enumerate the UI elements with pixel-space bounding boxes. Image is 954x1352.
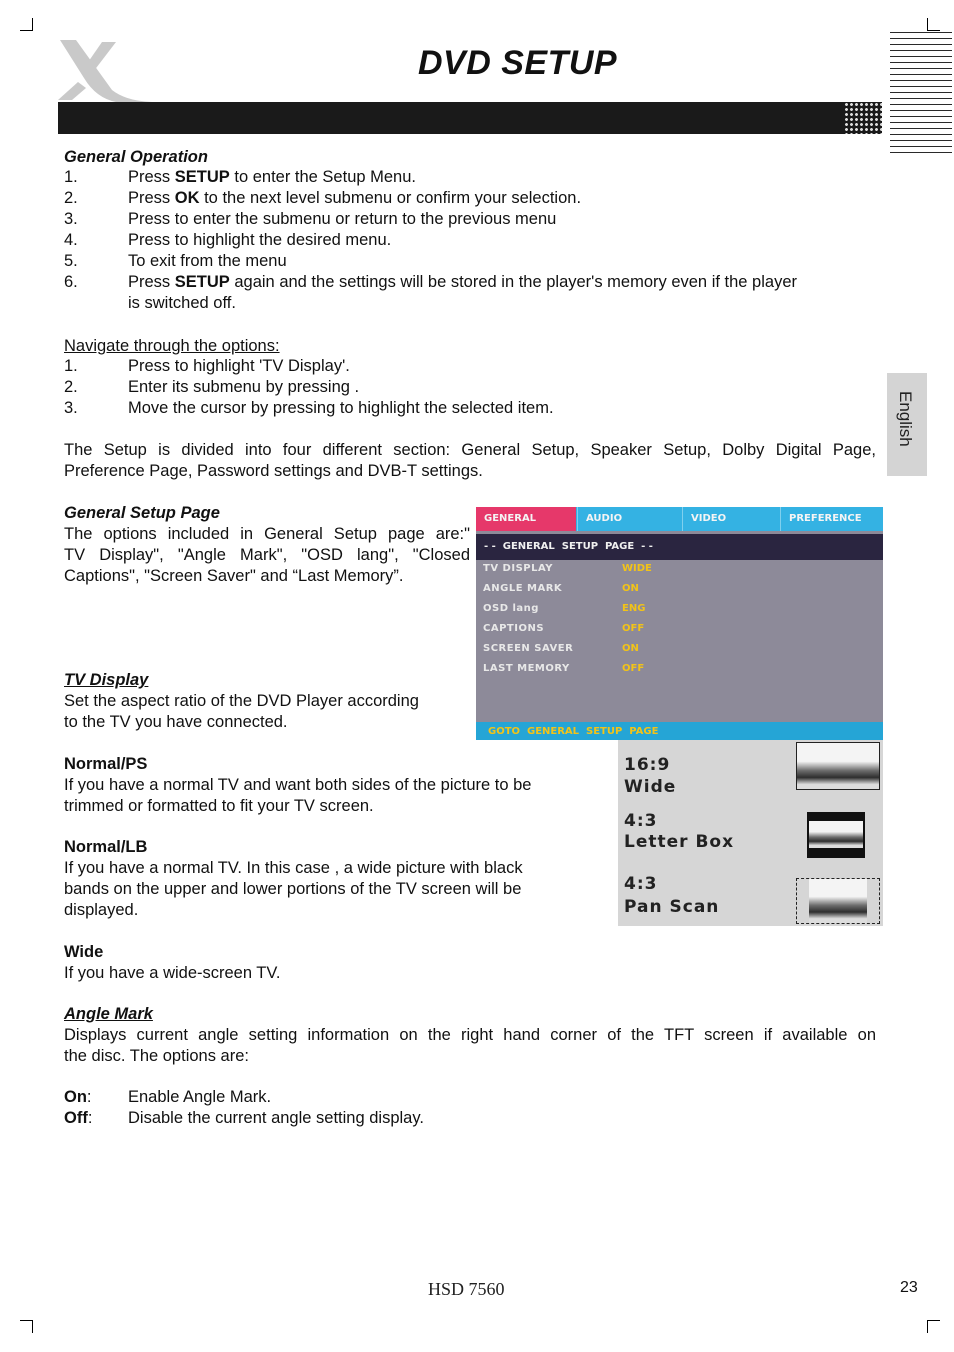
list-item-text: To exit from the menu [128, 252, 287, 270]
list-item-number: 4. [64, 231, 78, 249]
header-bar [58, 102, 882, 134]
aspect-label: Letter Box [624, 832, 735, 852]
osd-menu-item: OSD lang [483, 603, 539, 614]
list-item-number: 1. [64, 168, 78, 186]
crop-mark-bottom-left [20, 1320, 33, 1333]
normal-lb-line: If you have a normal TV. In this case , a wide picture with black [64, 859, 523, 877]
osd-menu-item: TV DISPLAY [483, 563, 553, 574]
tv-display-heading: TV Display [64, 671, 149, 689]
general-setup-page-line: Captions", "Screen Saver" and “Last Memory”. [64, 567, 404, 585]
language-side-tab [887, 373, 927, 476]
list-item-text: Press OK to the next level submenu or confirm your selection. [128, 189, 582, 207]
angle-mark-line: Displays current angle setting information on the right hand corner of the TFT screen if available on [64, 1026, 876, 1044]
osd-menu-value: OFF [622, 663, 645, 674]
aspect-label: Pan Scan [624, 897, 720, 917]
page-number: 23 [900, 1279, 918, 1296]
setup-intro-line: The Setup is divided into four different section: General Setup, Speaker Setup, Dolby Digital Page, [64, 441, 876, 459]
list-item-text: Press SETUP to enter the Setup Menu. [128, 168, 416, 186]
list-item-number: 3. [64, 399, 78, 417]
normal-ps-line: If you have a normal TV and want both sides of the picture to be [64, 776, 532, 794]
option-text: Disable the current angle setting display. [128, 1109, 424, 1127]
crop-mark-bottom-right [927, 1320, 940, 1333]
brand-logo-x [56, 38, 156, 104]
list-item-number: 6. [64, 273, 78, 291]
osd-menu-item: SCREEN SAVER [483, 643, 574, 654]
list-item-number: 3. [64, 210, 78, 228]
tv-display-line: to the TV you have connected. [64, 713, 288, 731]
list-item-text: Press to highlight the desired menu. [128, 231, 392, 249]
angle-mark-heading: Angle Mark [64, 1005, 153, 1023]
osd-tab-video: VIDEO [682, 507, 783, 531]
osd-tab-audio: AUDIO [577, 507, 678, 531]
list-item-number: 2. [64, 189, 78, 207]
list-item-number: 2. [64, 378, 78, 396]
osd-menu-item: ANGLE MARK [483, 583, 563, 594]
tv-display-line: Set the aspect ratio of the DVD Player according [64, 692, 419, 710]
osd-menu-item: LAST MEMORY [483, 663, 570, 674]
normal-lb-heading: Normal/LB [64, 838, 148, 856]
navigate-heading: Navigate through the options: [64, 337, 280, 355]
osd-footer: GOTO GENERAL SETUP PAGE [488, 726, 659, 737]
osd-menu-value: ON [622, 643, 639, 654]
aspect-label: 16:9 [624, 755, 671, 775]
list-item-text: Press to highlight 'TV Display'. [128, 357, 350, 375]
header-bar-dots [844, 102, 882, 134]
normal-lb-line: bands on the upper and lower portions of the TV screen will be [64, 880, 522, 898]
option-key: On: [64, 1088, 92, 1106]
osd-menu-value: ENG [622, 603, 646, 614]
osd-menu-value: OFF [622, 623, 645, 634]
normal-ps-heading: Normal/PS [64, 755, 148, 773]
header-stripes [890, 32, 952, 158]
setup-intro-line: Preference Page, Password settings and DVB-T settings. [64, 462, 483, 480]
osd-menu-value: WIDE [622, 563, 652, 574]
general-setup-page-line: TV Display", "Angle Mark", "OSD lang", "Closed [64, 546, 470, 564]
angle-mark-line: the disc. The options are: [64, 1047, 249, 1065]
general-operation-heading: General Operation [64, 148, 208, 166]
osd-menu-value: ON [622, 583, 639, 594]
list-item-text-continued: is switched off. [128, 294, 236, 312]
wide-line: If you have a wide-screen TV. [64, 964, 281, 982]
general-setup-page-line: The options included in General Setup page are:" [64, 525, 470, 543]
aspect-label: Wide [624, 777, 677, 797]
osd-tab-preference: PREFERENCE [780, 507, 881, 531]
wide-heading: Wide [64, 943, 104, 961]
language-label: English [896, 391, 915, 447]
normal-lb-line: displayed. [64, 901, 139, 919]
list-item-number: 1. [64, 357, 78, 375]
list-item-text: Press to enter the submenu or return to the previous menu [128, 210, 557, 228]
osd-menu-item: CAPTIONS [483, 623, 545, 634]
list-item-text: Move the cursor by pressing to highlight the selected item. [128, 399, 554, 417]
footer-model: HSD 7560 [428, 1279, 505, 1299]
crop-mark-top-left [20, 18, 33, 31]
list-item-text: Enter its submenu by pressing . [128, 378, 360, 396]
osd-page-header: - - GENERAL SETUP PAGE - - [484, 541, 653, 552]
osd-tab-general: GENERAL [476, 507, 576, 531]
crop-mark-top-right [927, 18, 940, 31]
aspect-label: 4:3 [624, 811, 658, 831]
list-item-number: 5. [64, 252, 78, 270]
normal-ps-line: trimmed or formatted to fit your TV screen. [64, 797, 374, 815]
option-key: Off: [64, 1109, 93, 1127]
page-title: DVD SETUP [418, 44, 618, 82]
list-item-text: Press SETUP again and the settings will be stored in the player's memory even if the player [128, 273, 797, 291]
aspect-label: 4:3 [624, 874, 658, 894]
option-text: Enable Angle Mark. [128, 1088, 272, 1106]
general-setup-page-heading: General Setup Page [64, 504, 220, 522]
